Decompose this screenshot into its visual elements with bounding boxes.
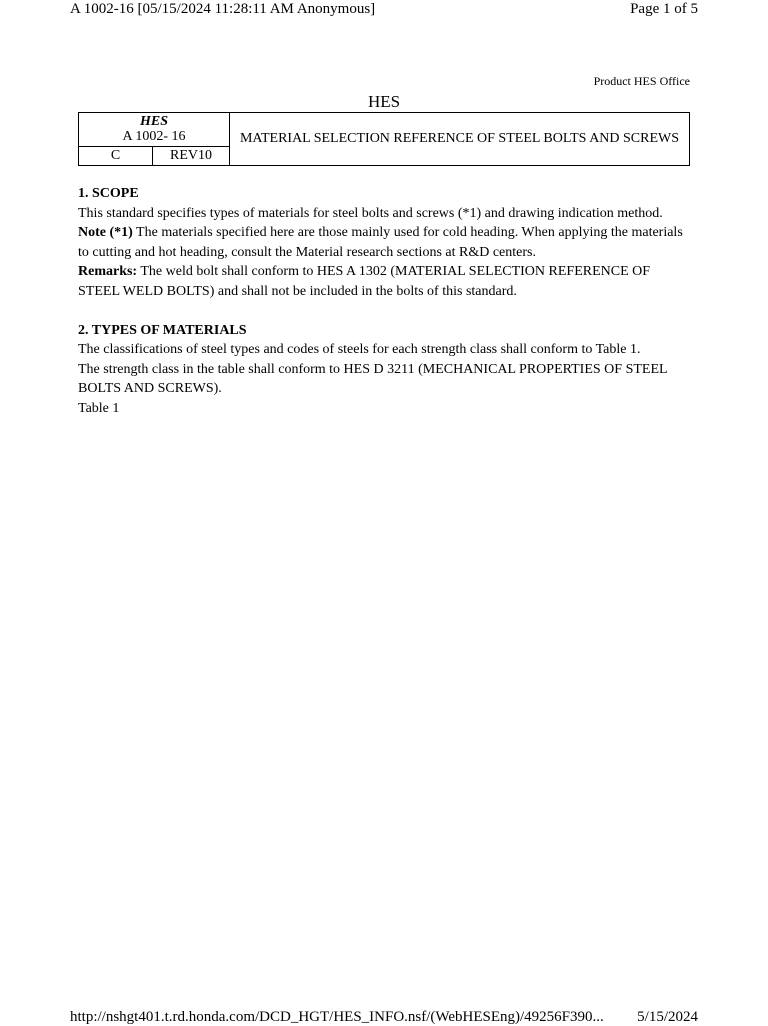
standard-heading: HES	[367, 92, 401, 111]
section-scope-heading: 1. SCOPE	[78, 186, 139, 201]
doc-id-cell	[79, 113, 230, 147]
doc-title: MATERIAL SELECTION REFERENCE OF STEEL BOLTS AND SCREWS	[230, 113, 690, 166]
section-types-para1: The classifications of steel types and codes of steels for each strength class shall conform to Table 1.	[78, 342, 641, 357]
doc-class: C	[79, 147, 153, 166]
table-caption: Table 1	[78, 400, 120, 416]
print-footer-url[interactable]: http://nshgt401.t.rd.honda.com/DCD_HGT/HES_INFO.nsf/(WebHESEng)/49256F390...	[70, 1009, 604, 1025]
print-footer-date: 5/15/2024	[637, 1009, 698, 1025]
scope-note	[78, 223, 692, 262]
print-header-page-number: Page 1 of 5	[630, 1, 698, 17]
scope-remarks-text: The weld bolt shall conform to HES A 1302 (MATERIAL SELECTION REFERENCE OF STEEL WELD BOLTS) and shall not be included in the bolts of this standard.	[78, 264, 651, 299]
doc-revision: REV10	[153, 147, 230, 166]
document-body	[78, 184, 692, 418]
office-label: Product HES Office	[593, 74, 690, 88]
section-types-para2: The strength class in the table shall conform to HES D 3211 (MECHANICAL PROPERTIES OF STEEL BOLTS AND SCREWS).	[78, 361, 668, 396]
scope-remarks-label: Remarks:	[78, 264, 138, 279]
scope-note-text: The materials specified here are those mainly used for cold heading. When applying the materials to cutting and hot heading, consult the Material research sections at R&D centers.	[78, 225, 683, 260]
print-header-doc-info: A 1002-16 [05/15/2024 11:28:11 AM Anonymous]	[70, 1, 376, 17]
title-block-table	[78, 112, 690, 166]
section-scope-body: This standard specifies types of materials for steel bolts and screws (*1) and drawing indication method.	[78, 205, 663, 221]
scope-note-label: Note (*1)	[78, 225, 133, 240]
section-spacer	[78, 301, 692, 321]
doc-number: A 1002- 16	[122, 129, 186, 144]
hes-label: HES	[139, 114, 168, 129]
scope-remarks	[78, 262, 692, 301]
section-types-heading: 2. TYPES OF MATERIALS	[78, 322, 247, 338]
